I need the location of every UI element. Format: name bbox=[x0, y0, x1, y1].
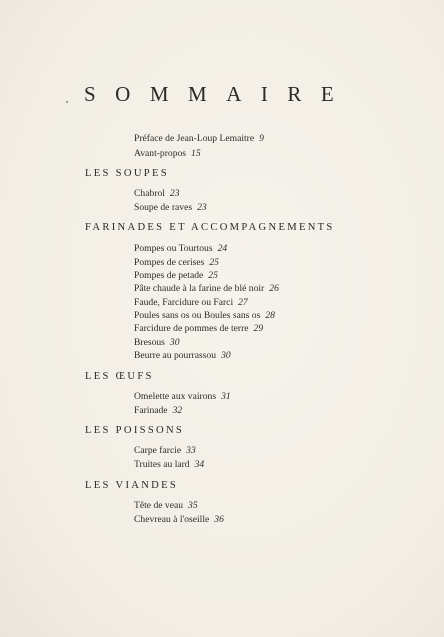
toc-entry: Chevreau à l'oseille 36 bbox=[134, 514, 224, 525]
toc-entry: Beurre au pourrassou 30 bbox=[134, 350, 231, 361]
toc-entry: Avant-propos 15 bbox=[134, 148, 201, 159]
page-number: 30 bbox=[169, 337, 180, 348]
page-title: SOMMAIRE bbox=[84, 82, 354, 106]
toc-entry: Pompes de petade 25 bbox=[134, 270, 218, 281]
toc-entry: Carpe farcie 33 bbox=[134, 445, 196, 456]
toc-entry: Bresous 30 bbox=[134, 337, 180, 348]
page-number: 9 bbox=[259, 133, 264, 144]
section-heading-viandes: LES VIANDES bbox=[85, 480, 179, 491]
page-number: 28 bbox=[265, 310, 275, 321]
section-heading-poissons: LES POISSONS bbox=[85, 425, 185, 436]
toc-entry: Pompes ou Tourtous 24 bbox=[134, 243, 228, 254]
toc-entry: Soupe de raves 23 bbox=[134, 202, 207, 213]
page-number: 35 bbox=[188, 500, 198, 511]
toc-entry: Faude, Farcidure ou Farci 27 bbox=[134, 297, 248, 308]
toc-entry: Omelette aux vairons 31 bbox=[134, 391, 231, 402]
section-heading-oeufs: LES ŒUFS bbox=[85, 371, 154, 382]
toc-entry: Préface de Jean-Loup Lemaitre 9 bbox=[134, 133, 264, 144]
page-number: 30 bbox=[221, 350, 231, 361]
page-number: 29 bbox=[253, 323, 264, 334]
margin-mark bbox=[66, 101, 68, 103]
toc-entry: Poules sans os ou Boules sans os 28 bbox=[134, 310, 275, 321]
toc-entry: Pompes de cerises 25 bbox=[134, 257, 219, 268]
page-number: 23 bbox=[197, 202, 207, 213]
page-number: 31 bbox=[221, 391, 231, 402]
page-number: 27 bbox=[238, 297, 248, 308]
toc-entry: Pâte chaude à la farine de blé noir 26 bbox=[134, 283, 279, 294]
page-number: 15 bbox=[191, 148, 201, 159]
page-number: 32 bbox=[172, 405, 183, 416]
page-number: 25 bbox=[209, 257, 219, 268]
toc-entry: Chabrol 23 bbox=[134, 188, 180, 199]
page-number: 34 bbox=[194, 459, 205, 470]
toc-entry: Tête de veau 35 bbox=[134, 500, 198, 511]
toc-entry: Farinade 32 bbox=[134, 405, 183, 416]
page-number: 23 bbox=[169, 188, 180, 199]
toc-entry: Truites au lard 34 bbox=[134, 459, 205, 470]
page-number: 25 bbox=[208, 270, 218, 281]
section-heading-soupes: LES SOUPES bbox=[85, 168, 169, 179]
page-number: 24 bbox=[217, 243, 228, 254]
toc-entry: Farcidure de pommes de terre 29 bbox=[134, 323, 264, 334]
page-number: 33 bbox=[186, 445, 196, 456]
page-number: 26 bbox=[269, 283, 279, 294]
page-number: 36 bbox=[214, 514, 224, 525]
section-heading-farinades: FARINADES ET ACCOMPAGNEMENTS bbox=[85, 222, 335, 233]
